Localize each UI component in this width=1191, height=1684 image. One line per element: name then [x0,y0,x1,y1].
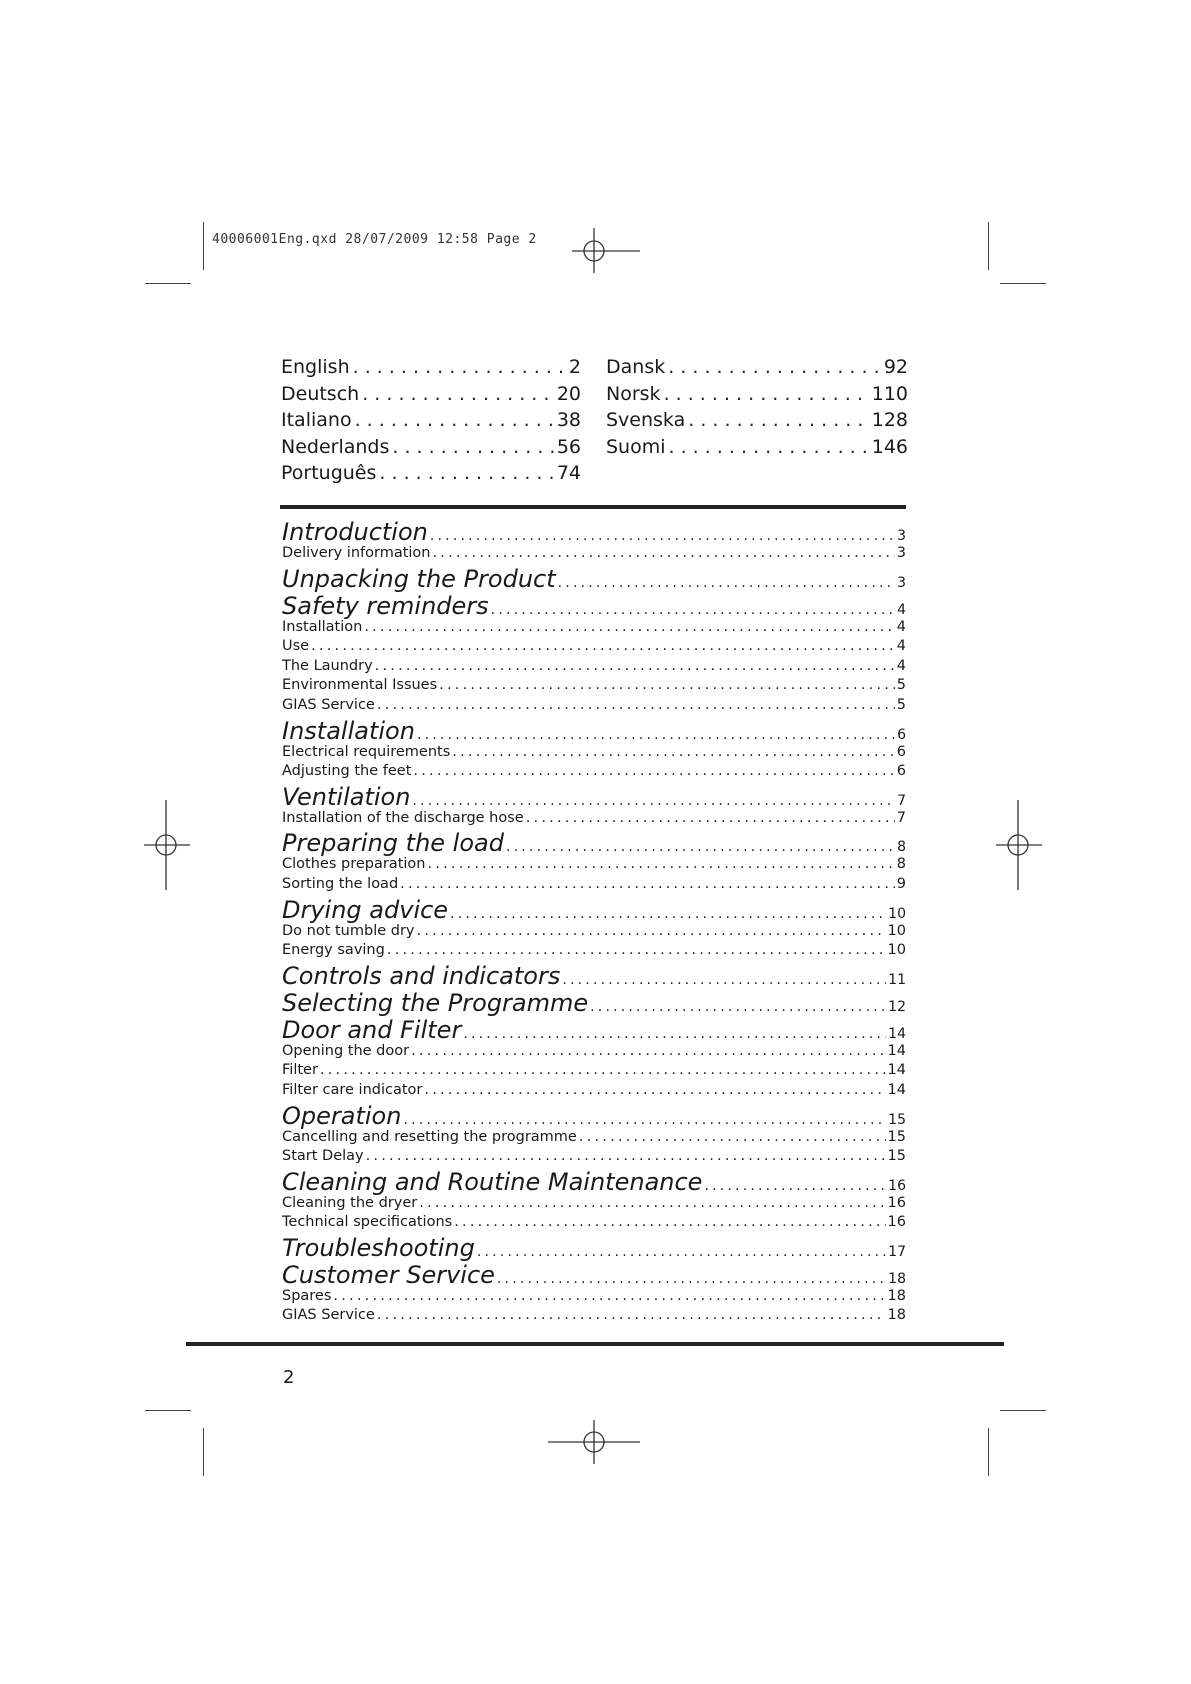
toc-subentry [282,876,906,896]
toc-page: 14 [887,1081,906,1098]
toc-label: Cancelling and resetting the programme [282,1128,577,1145]
toc-subentry [282,677,906,697]
toc-label: Introduction [282,518,428,545]
toc-subentry [282,856,906,876]
toc-heading [282,565,906,592]
toc-heading [282,896,906,923]
toc-page: 5 [896,696,906,713]
registration-mark-bottom [548,1420,640,1464]
toc-label: Do not tumble dry [282,922,415,939]
toc-page: 14 [887,1062,906,1079]
toc-label: Electrical requirements [282,743,451,760]
toc-label: Selecting the Programme [282,988,589,1016]
toc-page: 5 [896,677,906,694]
toc-label: Door and Filter [282,1015,462,1043]
toc-label: Environmental Issues [282,677,438,694]
toc-label: Adjusting the feet [282,763,412,780]
toc-subentry [282,1214,906,1234]
toc-subentry [282,1195,906,1215]
toc-leader [375,658,895,674]
language-entry: Deutsch . . . 20 [281,383,581,410]
toc-label: Operation [282,1101,402,1129]
toc-leader [366,1148,886,1164]
toc-page: 4 [896,638,906,655]
toc-page: 4 [896,657,906,674]
toc-label: Installation of the discharge hose [282,809,524,826]
toc-leader [364,619,894,635]
toc-leader [432,545,894,561]
print-slug: 40006001Eng.qxd 28/07/2009 12:58 Page 2 [212,232,537,247]
toc-page: 4 [896,618,906,635]
toc-heading [282,717,906,744]
toc-label: Energy saving [282,942,385,959]
toc-leader [419,1195,885,1211]
language-entry: Dansk . . . 92 [606,356,908,383]
toc-page: 6 [896,743,906,760]
toc-subentry [282,1307,906,1327]
toc-leader [412,793,895,809]
registration-mark-top [572,228,640,273]
toc-subentry [282,1288,906,1308]
toc-heading [282,1168,906,1195]
toc-subentry [282,1043,906,1063]
toc-label: Controls and indicators [282,961,561,989]
toc-label: GIAS Service [282,696,375,713]
toc-page: 18 [887,1287,906,1304]
language-entry: Norsk . . . 110 [606,383,908,410]
toc-leader [562,972,886,988]
toc-label: Installation [282,716,415,744]
toc-subentry [282,1129,906,1149]
toc-subentry [282,545,906,565]
toc-subentry [282,658,906,678]
toc-page: 8 [896,856,906,873]
toc-leader [377,697,895,713]
table-of-contents [282,518,906,1327]
toc-page: 10 [887,922,906,939]
toc-label: Clothes preparation [282,856,426,873]
toc-page: 7 [897,792,906,809]
toc-heading [282,783,906,810]
toc-leader [506,839,895,855]
toc-subentry [282,1082,906,1102]
toc-label: Filter [282,1062,318,1079]
toc-page: 7 [896,809,906,826]
toc-page: 8 [897,839,906,856]
toc-leader [387,942,886,958]
toc-label: The Laundry [282,657,373,674]
toc-leader [417,923,886,939]
toc-page: 4 [897,601,906,618]
toc-heading [282,592,906,619]
toc-leader [427,856,894,872]
toc-page: 16 [887,1214,906,1231]
toc-page: 14 [887,1042,906,1059]
toc-leader [579,1129,886,1145]
toc-leader [477,1244,886,1260]
language-index-left [281,356,581,489]
toc-page: 16 [888,1177,906,1194]
toc-page: 15 [888,1111,906,1128]
toc-heading [282,1234,906,1261]
language-entry: Italiano . . . 38 [281,409,581,436]
toc-heading [282,962,906,989]
toc-leader [452,744,894,760]
toc-subentry [282,942,906,962]
toc-page: 9 [896,875,906,892]
toc-label: Start Delay [282,1148,364,1165]
toc-leader [320,1062,886,1078]
toc-heading [282,1261,906,1288]
toc-label: Technical specifications [282,1214,453,1231]
toc-label: Sorting the load [282,875,399,892]
toc-subentry [282,744,906,764]
toc-leader [558,575,895,591]
toc-label: Troubleshooting [282,1233,475,1261]
toc-page: 18 [888,1270,906,1287]
toc-page: 11 [888,971,906,988]
toc-label: Cleaning and Routine Maintenance [282,1167,703,1195]
toc-label: Delivery information [282,545,431,561]
toc-label: Filter care indicator [282,1081,423,1098]
toc-page: 6 [897,726,906,743]
toc-page: 10 [888,905,906,922]
toc-label: Ventilation [282,782,411,810]
toc-label: Customer Service [282,1260,495,1288]
toc-heading [282,518,906,545]
toc-leader [454,1214,885,1230]
toc-label: Safety reminders [282,591,489,619]
toc-page: 3 [897,574,906,591]
toc-page: 6 [896,763,906,780]
language-entry: Nederlands . . . 56 [281,436,581,463]
toc-leader [400,876,895,892]
toc-leader [497,1271,886,1287]
toc-label: Use [282,638,310,655]
toc-leader [417,727,895,743]
toc-subentry [282,619,906,639]
toc-subentry [282,923,906,943]
toc-page: 17 [888,1243,906,1260]
toc-leader [430,528,895,544]
toc-leader [311,638,895,654]
registration-mark-right [996,800,1042,890]
toc-label: GIAS Service [282,1307,375,1324]
toc-page: 16 [887,1194,906,1211]
toc-page: 15 [887,1128,906,1145]
language-entry: Svenska . . . 128 [606,409,908,436]
toc-label: Unpacking the Product [282,564,556,592]
toc-leader [590,999,886,1015]
toc-leader [526,810,895,826]
divider-top [280,505,906,509]
language-index-right [606,356,908,462]
toc-subentry [282,697,906,717]
toc-heading [282,989,906,1016]
toc-subentry [282,763,906,783]
toc-heading [282,1016,906,1043]
toc-page: 3 [896,545,906,561]
toc-heading [282,1102,906,1129]
toc-leader [403,1112,886,1128]
language-entry: Suomi . . . 146 [606,436,908,463]
toc-page: 3 [897,528,906,544]
page-number: 2 [283,1367,295,1388]
toc-leader [463,1026,886,1042]
toc-leader [377,1307,886,1323]
toc-leader [424,1082,885,1098]
toc-subentry [282,810,906,830]
toc-heading [282,829,906,856]
toc-page: 10 [887,942,906,959]
registration-mark-left [144,800,190,890]
toc-leader [333,1288,885,1304]
toc-leader [450,906,886,922]
toc-leader [413,763,894,779]
toc-label: Spares [282,1287,332,1304]
language-entry: English . . . 2 [281,356,581,383]
toc-leader [439,677,895,693]
toc-subentry [282,1148,906,1168]
language-entry: Português . . . 74 [281,462,581,489]
toc-label: Preparing the load [282,829,504,857]
toc-subentry [282,1062,906,1082]
toc-leader [704,1178,886,1194]
toc-label: Cleaning the dryer [282,1194,418,1211]
toc-leader [491,602,895,618]
toc-page: 12 [888,998,906,1015]
toc-label: Opening the door [282,1042,410,1059]
toc-page: 15 [887,1148,906,1165]
toc-page: 14 [888,1025,906,1042]
toc-page: 18 [887,1307,906,1324]
toc-label: Installation [282,618,363,635]
divider-bottom [186,1342,1004,1346]
toc-subentry [282,638,906,658]
toc-leader [411,1043,885,1059]
toc-label: Drying advice [282,895,449,923]
